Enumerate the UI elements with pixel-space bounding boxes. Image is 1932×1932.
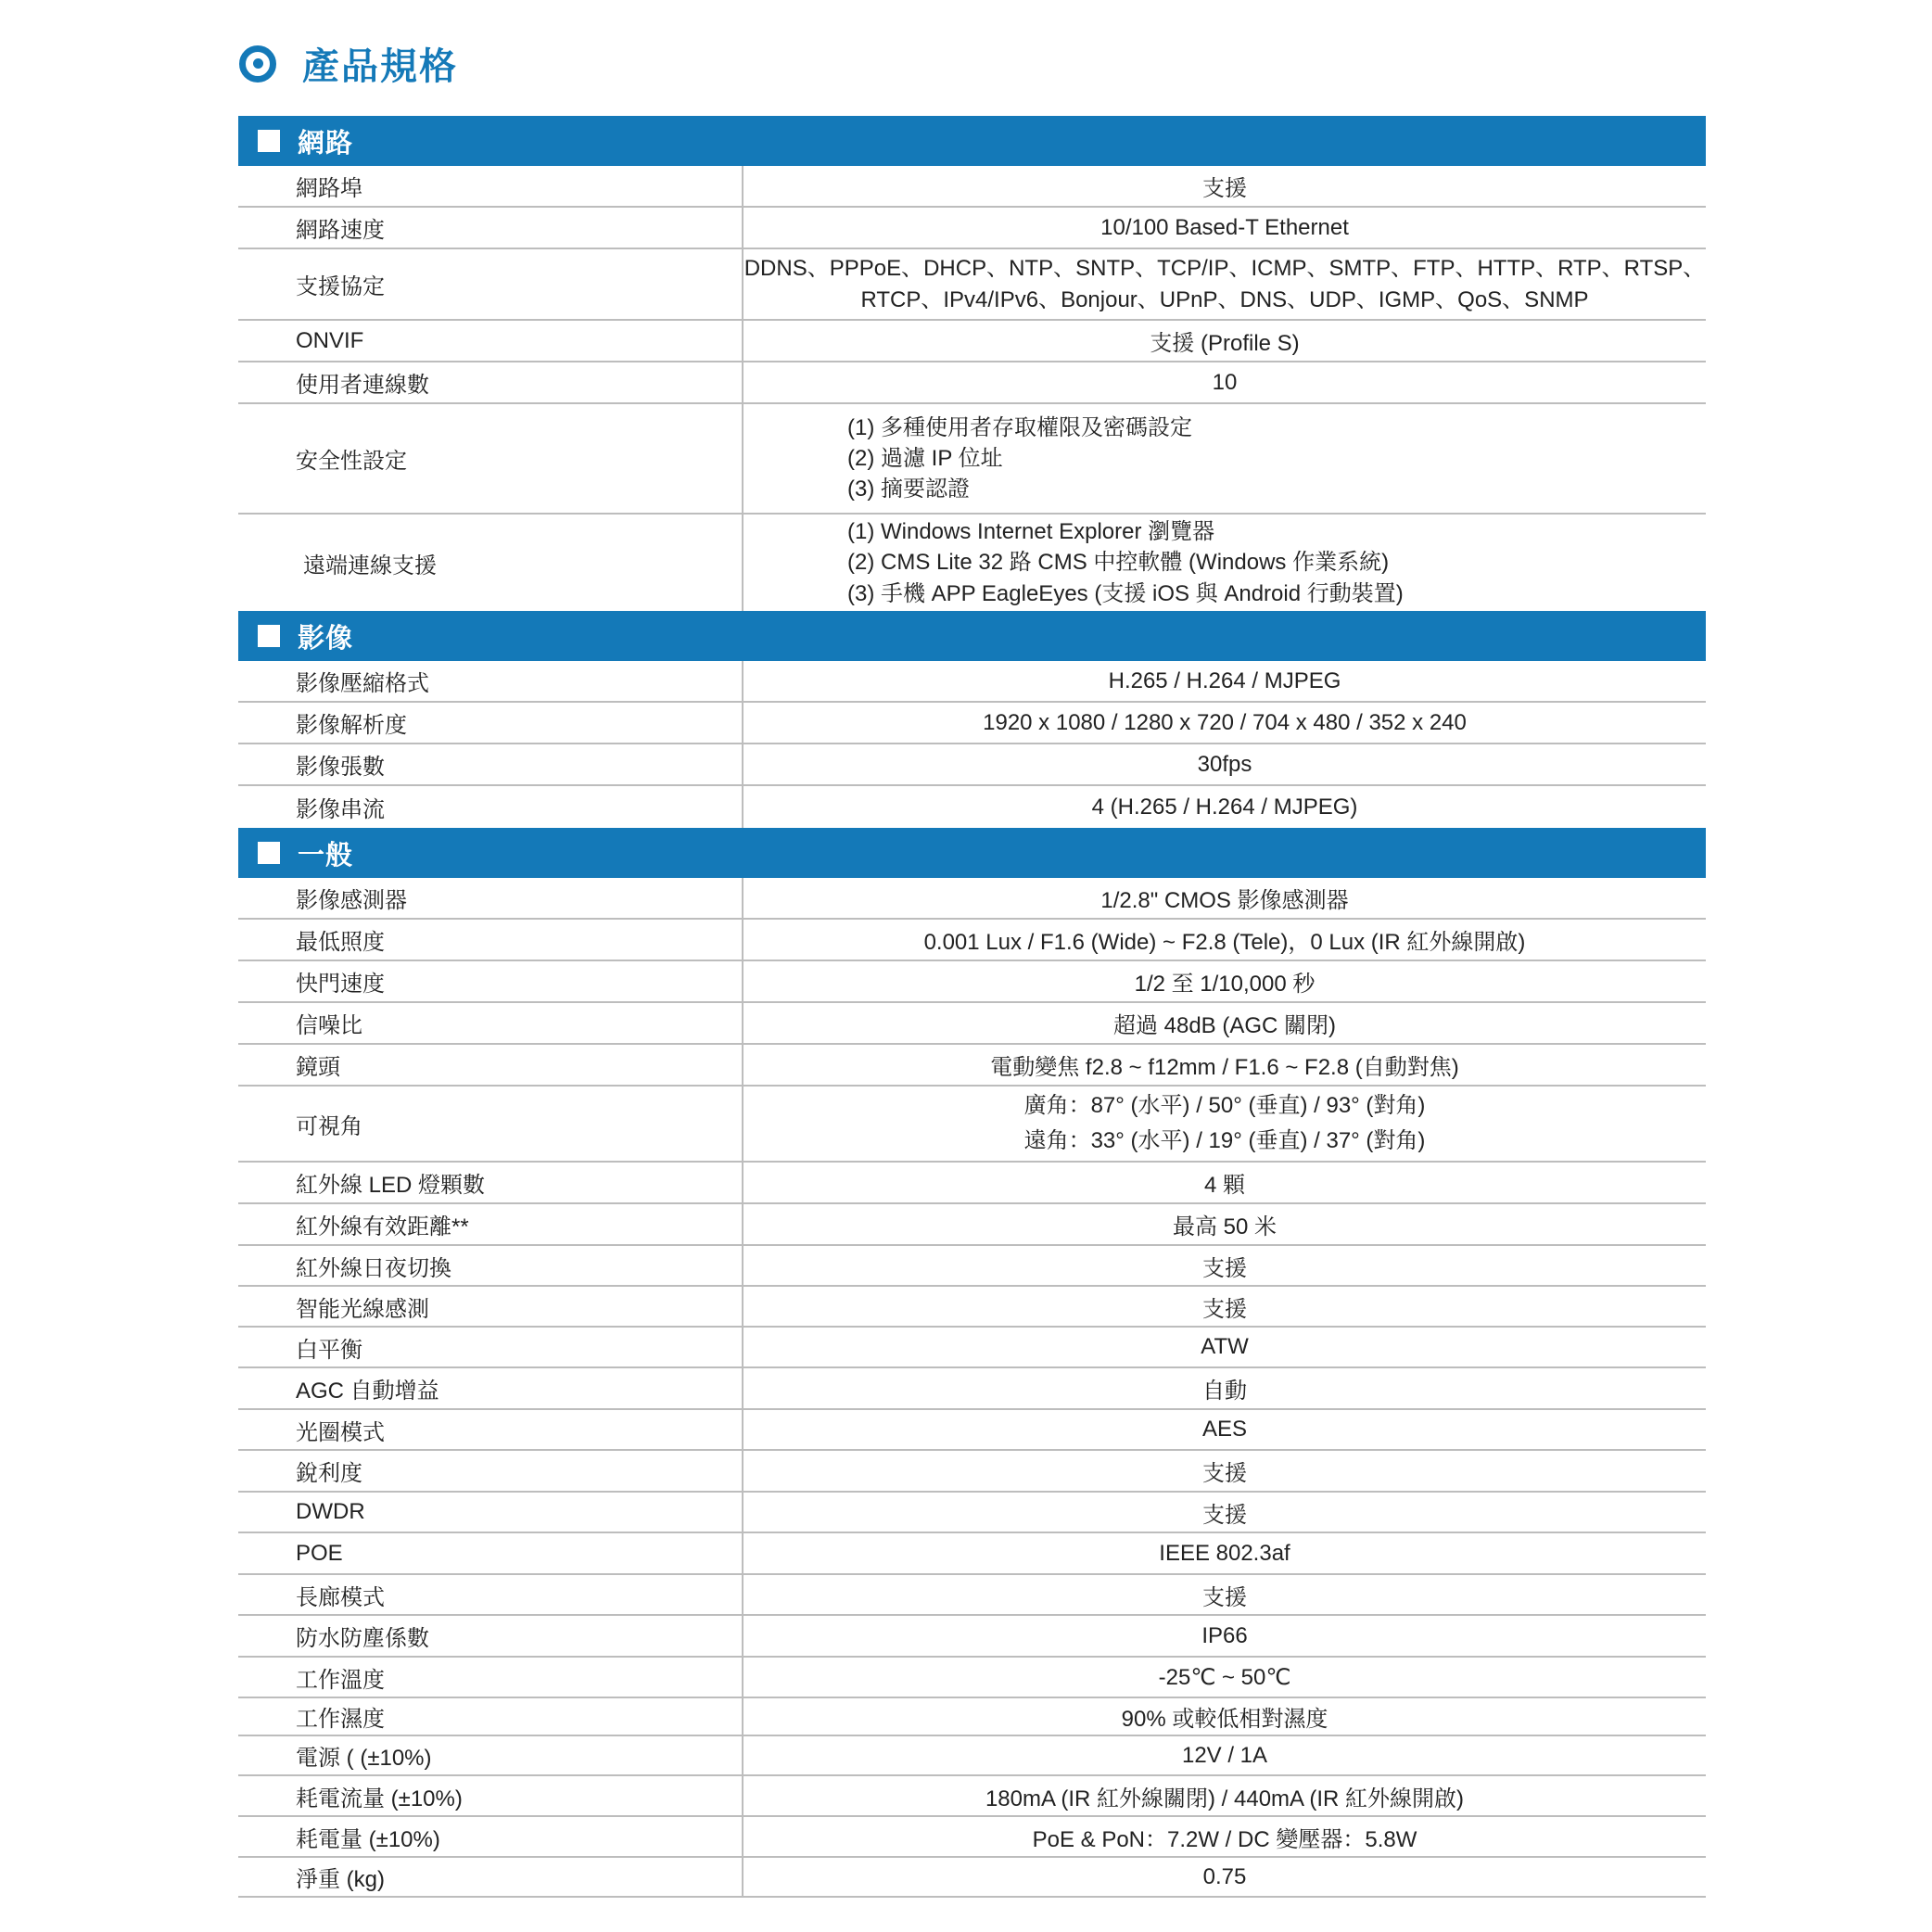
spec-table <box>238 116 1706 1898</box>
spec-value: 90% 或較低相對濕度 <box>1121 1707 1328 1732</box>
square-icon <box>258 625 280 647</box>
spec-row <box>238 208 1706 249</box>
spec-label: 最低照度 <box>238 920 744 960</box>
spec-value: 最高 50 米 <box>1172 1214 1277 1239</box>
spec-row <box>238 1087 1706 1163</box>
spec-value <box>744 1087 1706 1161</box>
spec-label: 信噪比 <box>238 1003 744 1043</box>
spec-value: 0.75 <box>1202 1863 1247 1889</box>
spec-label: 淨重 (kg) <box>238 1858 744 1896</box>
square-icon <box>258 130 280 152</box>
spec-label: 網路速度 <box>238 208 744 248</box>
spec-row <box>238 878 1706 920</box>
section-title: 網路 <box>298 128 354 159</box>
spec-row <box>238 166 1706 208</box>
spec-value: 1/2 至 1/10,000 秒 <box>1134 972 1316 997</box>
spec-row <box>238 744 1706 786</box>
spec-value-line: (2) 過濾 IP 位址 <box>847 445 1003 471</box>
spec-value-line: DDNS、PPPoE、DHCP、NTP、SNTP、TCP/IP、ICMP、SMTP、FTP、HTTP、RTP、RTSP、 <box>744 256 1706 282</box>
spec-row <box>238 1533 1706 1575</box>
section-title: 影像 <box>298 623 354 654</box>
spec-value-line: (1) Windows Internet Explorer 瀏覽器 <box>847 519 1215 545</box>
spec-label: 防水防塵係數 <box>238 1616 744 1656</box>
spec-value: H.265 / H.264 / MJPEG <box>1108 667 1341 693</box>
section-header-general <box>238 828 1706 878</box>
spec-row <box>238 661 1706 703</box>
spec-value-line: RTCP、IPv4/IPv6、Bonjour、UPnP、DNS、UDP、IGMP、QoS、SNMP <box>860 286 1589 312</box>
spec-label: 鏡頭 <box>238 1045 744 1085</box>
spec-value: 支援 <box>1202 1461 1247 1486</box>
spec-label: 網路埠 <box>238 166 744 206</box>
spec-value: IP66 <box>1201 1622 1248 1648</box>
spec-value: 180mA (IR 紅外線關閉) / 440mA (IR 紅外線開啟) <box>985 1786 1465 1811</box>
spec-label: 影像解析度 <box>238 703 744 743</box>
spec-row <box>238 1817 1706 1858</box>
spec-label: 工作濕度 <box>238 1698 744 1735</box>
page-title-text: 產品規格 <box>302 46 458 87</box>
spec-row <box>238 1575 1706 1616</box>
spec-value-line: (2) CMS Lite 32 路 CMS 中控軟體 (Windows 作業系統) <box>847 550 1390 576</box>
spec-row <box>238 1736 1706 1776</box>
spec-value: PoE & PoN：7.2W / DC 變壓器：5.8W <box>1032 1826 1417 1852</box>
spec-value: 電動變焦 f2.8 ~ f12mm / F1.6 ~ F2.8 (自動對焦) <box>990 1055 1459 1080</box>
spec-value: IEEE 802.3af <box>1159 1540 1290 1566</box>
spec-label: 智能光線感測 <box>238 1287 744 1326</box>
spec-value: 4 顆 <box>1203 1173 1245 1198</box>
spec-row <box>238 1858 1706 1898</box>
spec-row <box>238 1246 1706 1287</box>
spec-row <box>238 1287 1706 1328</box>
bullet-circle-icon <box>239 45 276 83</box>
square-icon <box>258 842 280 864</box>
spec-label: 銳利度 <box>238 1451 744 1491</box>
spec-row <box>238 1776 1706 1817</box>
spec-label: 影像壓縮格式 <box>238 661 744 701</box>
section-title: 一般 <box>298 840 354 871</box>
spec-label: 長廊模式 <box>238 1575 744 1614</box>
spec-row <box>238 249 1706 321</box>
section-header-video <box>238 611 1706 661</box>
spec-value: 1920 x 1080 / 1280 x 720 / 704 x 480 / 352 x 240 <box>983 709 1467 735</box>
spec-row <box>238 961 1706 1003</box>
spec-value: 支援 <box>1202 1296 1247 1322</box>
spec-label: 白平衡 <box>238 1328 744 1366</box>
spec-value: 1/2.8" CMOS 影像感測器 <box>1100 888 1349 913</box>
spec-label: ONVIF <box>238 321 744 361</box>
spec-label: 快門速度 <box>238 961 744 1001</box>
spec-label: POE <box>238 1533 744 1573</box>
spec-row <box>238 1163 1706 1204</box>
spec-row <box>238 1451 1706 1493</box>
spec-label: AGC 自動增益 <box>238 1368 744 1408</box>
spec-value: 支援 (Profile S) <box>1150 331 1300 356</box>
spec-label: 支援協定 <box>238 249 744 319</box>
spec-value-line: (3) 手機 APP EagleEyes (支援 iOS 與 Android 行動裝置) <box>847 580 1404 606</box>
spec-row <box>238 703 1706 744</box>
spec-row <box>238 1368 1706 1410</box>
spec-value: 30fps <box>1197 751 1252 777</box>
spec-row <box>238 1493 1706 1533</box>
spec-value-line: (3) 摘要認證 <box>847 477 970 502</box>
spec-value <box>744 404 1706 513</box>
spec-label: 使用者連線數 <box>238 362 744 402</box>
spec-row <box>238 1616 1706 1658</box>
spec-value: 自動 <box>1202 1379 1247 1404</box>
spec-row <box>238 1410 1706 1451</box>
spec-value: 0.001 Lux / F1.6 (Wide) ~ F2.8 (Tele)，0 Lux (IR 紅外線開啟) <box>923 930 1526 955</box>
spec-label: 遠端連線支援 <box>238 515 744 611</box>
spec-value <box>744 249 1706 319</box>
spec-row <box>238 1045 1706 1087</box>
spec-label: 影像感測器 <box>238 878 744 918</box>
spec-row <box>238 404 1706 515</box>
spec-label: 耗電流量 (±10%) <box>238 1776 744 1815</box>
spec-label: 可視角 <box>238 1087 744 1161</box>
section-header-network <box>238 116 1706 166</box>
spec-label: 耗電量 (±10%) <box>238 1817 744 1856</box>
spec-row <box>238 1698 1706 1736</box>
spec-label: DWDR <box>238 1493 744 1532</box>
spec-value: 支援 <box>1202 1502 1247 1528</box>
spec-value: 10 <box>1212 369 1238 395</box>
spec-label: 工作溫度 <box>238 1658 744 1697</box>
spec-label: 紅外線日夜切換 <box>238 1246 744 1285</box>
spec-value-line: 遠角：33° (水平) / 19° (垂直) / 37° (對角) <box>1023 1128 1426 1153</box>
page-title <box>239 37 458 90</box>
spec-value: 支援 <box>1202 1255 1247 1281</box>
spec-value: 10/100 Based-T Ethernet <box>1100 214 1349 240</box>
spec-value: 4 (H.265 / H.264 / MJPEG) <box>1091 794 1358 820</box>
spec-row <box>238 1204 1706 1246</box>
spec-value-line: (1) 多種使用者存取權限及密碼設定 <box>847 414 1192 440</box>
spec-label: 光圈模式 <box>238 1410 744 1449</box>
spec-row <box>238 515 1706 611</box>
spec-row <box>238 362 1706 404</box>
spec-row <box>238 786 1706 828</box>
spec-value: 支援 <box>1202 176 1247 201</box>
spec-row <box>238 321 1706 362</box>
spec-value: 12V / 1A <box>1181 1742 1268 1768</box>
spec-value: 支援 <box>1202 1584 1247 1610</box>
spec-value: AES <box>1201 1417 1248 1442</box>
spec-label: 安全性設定 <box>238 404 744 513</box>
spec-row <box>238 1658 1706 1698</box>
spec-label: 影像串流 <box>238 786 744 828</box>
spec-value: 超過 48dB (AGC 關閉) <box>1112 1013 1337 1038</box>
spec-label: 影像張數 <box>238 744 744 784</box>
spec-row <box>238 1328 1706 1368</box>
spec-row <box>238 920 1706 961</box>
spec-row <box>238 1003 1706 1045</box>
spec-value: ATW <box>1201 1334 1249 1359</box>
spec-value: -25℃ ~ 50℃ <box>1158 1664 1291 1690</box>
spec-value <box>744 515 1706 611</box>
spec-label: 電源 ( (±10%) <box>238 1736 744 1774</box>
spec-value-line: 廣角：87° (水平) / 50° (垂直) / 93° (對角) <box>1023 1092 1426 1118</box>
spec-label: 紅外線 LED 燈顆數 <box>238 1163 744 1202</box>
spec-label: 紅外線有效距離** <box>238 1204 744 1244</box>
